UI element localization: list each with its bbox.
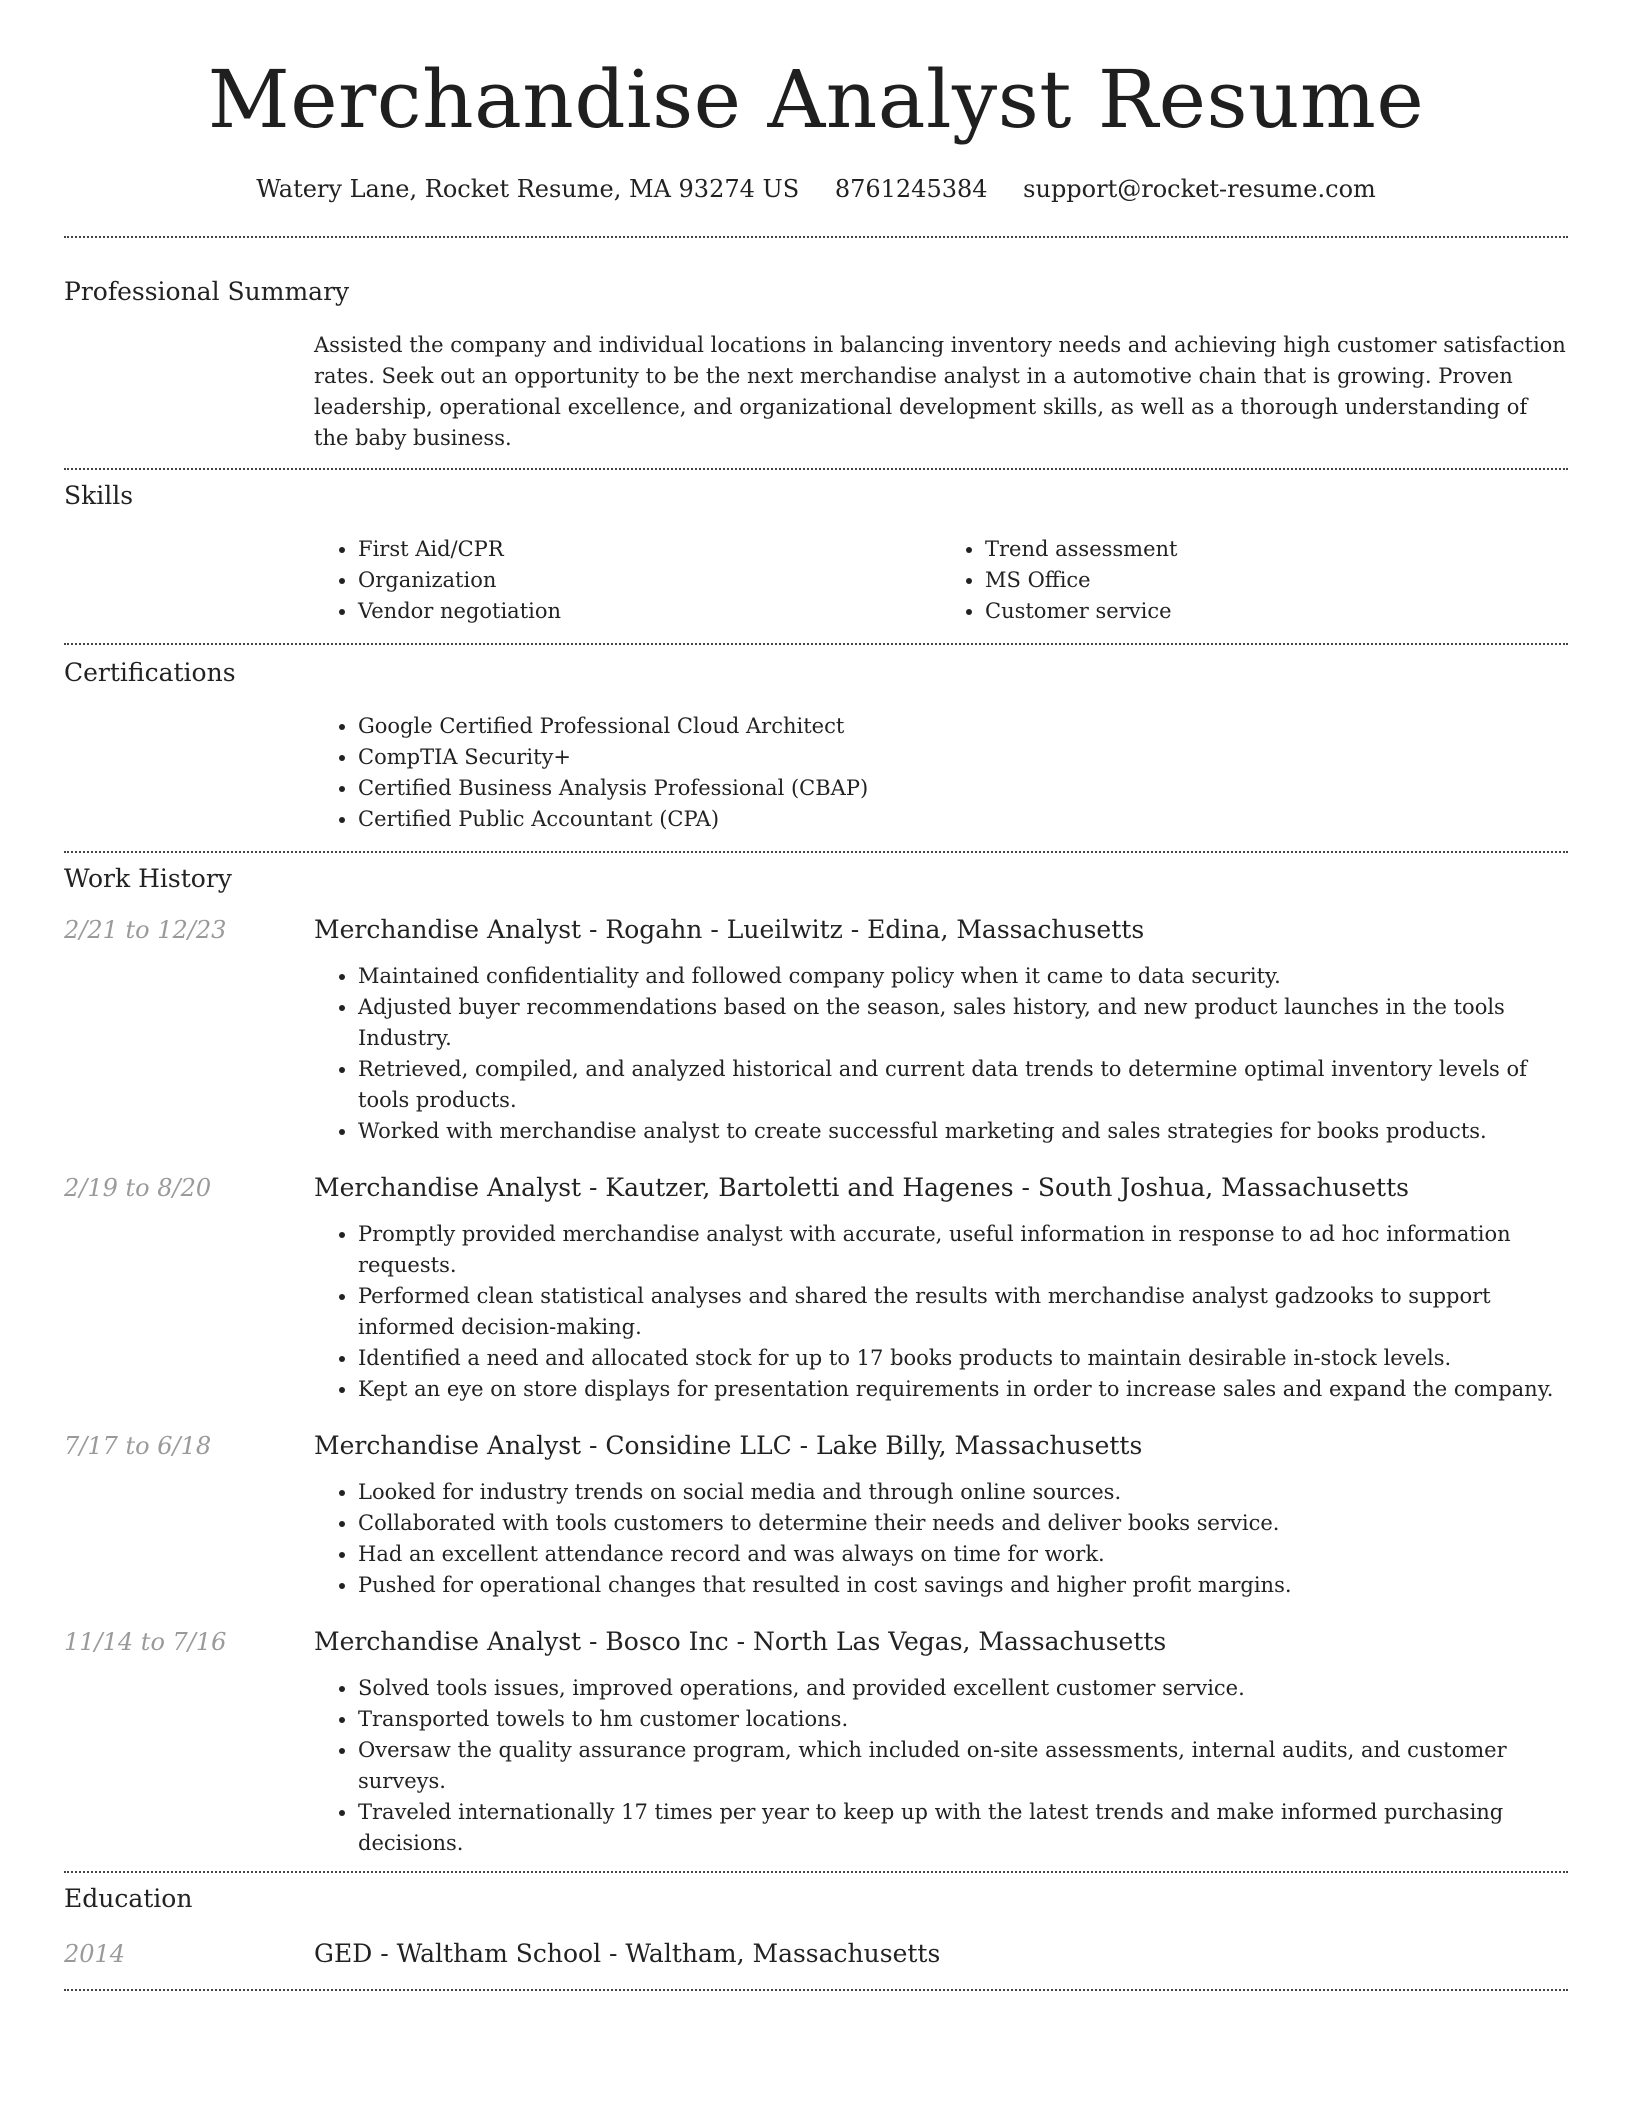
list-item: • Promptly provided merchandise analyst with accurate, useful information in response to ad hoc information requests. [358,1219,1568,1281]
list-item: • Adjusted buyer recommendations based on the season, sales history, and new product launches in the tools Industry. [358,992,1568,1054]
list-item: • Vendor negotiation [358,596,941,627]
contact-address: Watery Lane, Rocket Resume, MA 93274 US [256,175,800,203]
list-item: • Customer service [985,596,1568,627]
job-bullets [314,961,1568,1147]
list-item: • Had an excellent attendance record and was always on time for work. [358,1539,1568,1570]
list-item: • Certified Public Accountant (CPA) [358,804,1568,835]
skills-section [64,470,1568,643]
section-title-skills: Skills [64,481,134,510]
list-item: • Traveled internationally 17 times per year to keep up with the latest trends and make informed purchasing decisions. [358,1797,1568,1859]
list-item: • Looked for industry trends on social media and through online sources. [358,1477,1568,1508]
job-dates: 11/14 to 7/16 [64,1628,227,1656]
job-entry [64,913,1568,1147]
resume-title: Merchandise Analyst Resume [207,53,1425,146]
education-year: 2014 [64,1940,126,1968]
list-item: • Identified a need and allocated stock for up to 17 books products to maintain desirable in-stock levels. [358,1343,1568,1374]
list-item: • Collaborated with tools customers to determine their needs and deliver books service. [358,1508,1568,1539]
skills-list-right [941,534,1568,627]
list-item: • MS Office [985,565,1568,596]
list-item: • Oversaw the quality assurance program, which included on-site assessments, internal audits, and customer surveys. [358,1735,1568,1797]
job-bullets [314,1477,1568,1601]
section-title-certifications: Certifications [64,658,236,687]
job-dates: 7/17 to 6/18 [64,1432,212,1460]
contact-email: support@rocket-resume.com [1023,175,1376,203]
list-item: • CompTIA Security+ [358,742,1568,773]
job-dates: 2/21 to 12/23 [64,916,227,944]
job-entry [64,1429,1568,1601]
job-title: Merchandise Analyst - Considine LLC - Lake Billy, Massachusetts [314,1431,1143,1460]
job-dates: 2/19 to 8/20 [64,1174,212,1202]
job-bullets [314,1673,1568,1859]
section-title-summary: Professional Summary [64,277,350,306]
job-bullets [314,1219,1568,1405]
job-entry [64,1171,1568,1405]
list-item: • Maintained confidentiality and followed company policy when it came to data security. [358,961,1568,992]
list-item: • Retrieved, compiled, and analyzed historical and current data trends to determine optimal inventory levels of tools products. [358,1054,1568,1116]
certifications-section [64,645,1568,835]
list-item: • First Aid/CPR [358,534,941,565]
education-section [64,1873,1568,1971]
list-item: • Solved tools issues, improved operations, and provided excellent customer service. [358,1673,1568,1704]
list-item: • Trend assessment [985,534,1568,565]
summary-section [64,238,1568,454]
work-history-section [64,853,1568,1859]
job-title: Merchandise Analyst - Rogahn - Lueilwitz - Edina, Massachusetts [314,915,1145,944]
list-item: • Performed clean statistical analyses and shared the results with merchandise analyst gadzooks to support informed decision-making. [358,1281,1568,1343]
list-item: • Organization [358,565,941,596]
list-item: • Google Certified Professional Cloud Architect [358,711,1568,742]
divider [64,1989,1568,1991]
contact-line [64,172,1568,206]
list-item: • Worked with merchandise analyst to create successful marketing and sales strategies for books products. [358,1116,1568,1147]
contact-phone: 8761245384 [834,175,988,203]
list-item: • Transported towels to hm customer locations. [358,1704,1568,1735]
education-entry [64,1937,1568,1971]
section-title-education: Education [64,1884,193,1913]
list-item: • Kept an eye on store displays for presentation requirements in order to increase sales and expand the company. [358,1374,1568,1405]
section-title-work-history: Work History [64,864,232,893]
job-title: Merchandise Analyst - Bosco Inc - North Las Vegas, Massachusetts [314,1627,1167,1656]
list-item: • Certified Business Analysis Professional (CBAP) [358,773,1568,804]
summary-text: Assisted the company and individual locations in balancing inventory needs and achieving high customer satisfaction rates. Seek out an opportunity to be the next merchandise analyst in a automotive chain that is growing. Proven leadership, operational excellence, and organizational development skills, as well as a thorough understanding of the baby business. [314,333,1566,450]
skills-list-left [314,534,941,627]
job-entry [64,1625,1568,1859]
list-item: • Pushed for operational changes that resulted in cost savings and higher profit margins. [358,1570,1568,1601]
education-degree: GED - Waltham School - Waltham, Massachusetts [314,1939,941,1968]
job-title: Merchandise Analyst - Kautzer, Bartoletti and Hagenes - South Joshua, Massachusetts [314,1173,1409,1202]
certifications-list [314,711,1568,835]
